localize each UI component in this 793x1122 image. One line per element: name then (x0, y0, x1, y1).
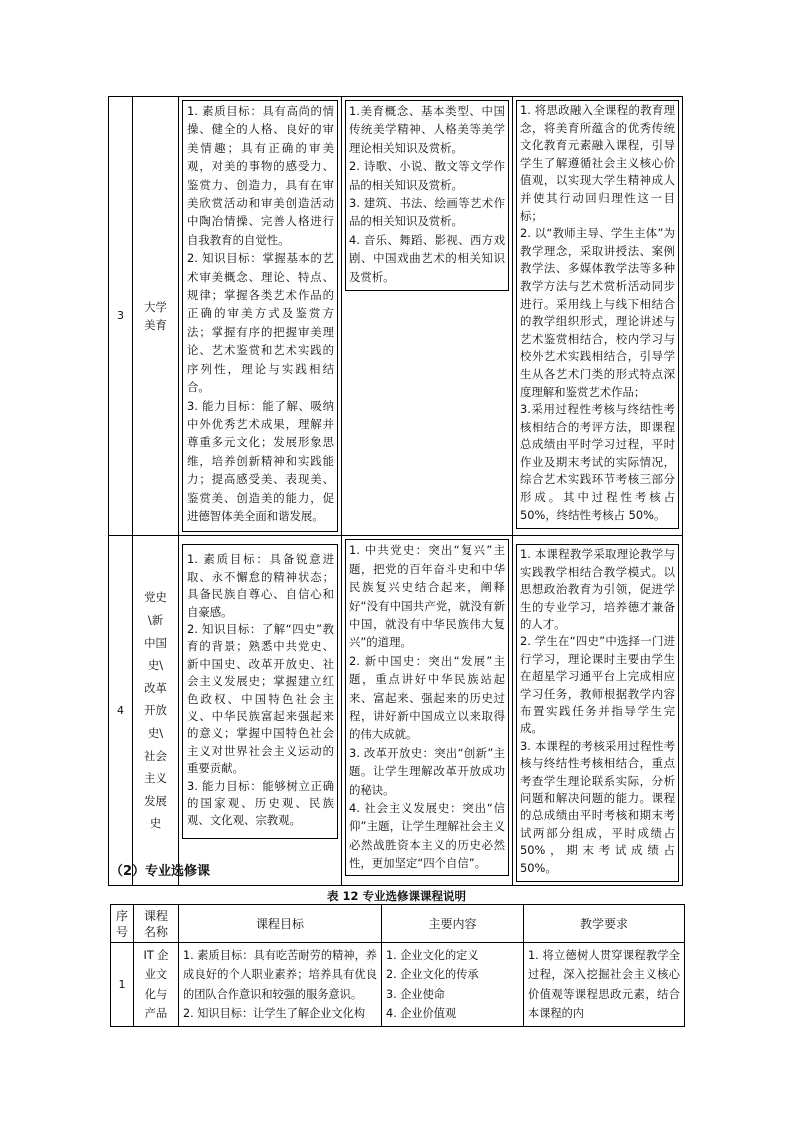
course-name (134, 943, 179, 1027)
header-requirements: 教学要求 (524, 905, 685, 943)
main-content (342, 536, 513, 886)
header-name-line: 名称 (143, 924, 168, 939)
main-content (342, 97, 513, 536)
header-num-line: 序 (115, 908, 128, 923)
section-heading: （2）专业选修课 (110, 864, 211, 879)
content-item: 2. 诗歌、小说、散文等文学作品的相关知识及赏析。 (349, 159, 505, 192)
course-name-line: 史 (149, 816, 162, 831)
goal-item: 1. 素质目标：具有高尚的情操、健全的人格、良好的审美情趣；具有正确的审美观，对美的事物的感受力、鉴赏力、创造力，具有在审美欣赏活动和审美创造活动中陶冶情操、完善人格进行自我教育的自觉性。 (187, 104, 334, 247)
course-name-line: 化与 (144, 987, 168, 1001)
elective-course-table (110, 904, 685, 1027)
course-name-line: 美育 (144, 318, 167, 333)
course-name (133, 536, 179, 886)
requirement-item: 1. 将立德树人贯穿课程教学全过程，深入挖掘社会主义核心价值观等课程思政元素，结合本课程的内 (528, 949, 680, 1020)
course-name-line: 史\ (147, 726, 164, 740)
course-name-line: 改革 (144, 680, 167, 695)
course-name-line: 党史 (144, 590, 167, 605)
header-num (111, 905, 134, 943)
course-name-line: 社会 (144, 748, 167, 763)
requirement-item: 2. 以“教师主导、学生主体”为教学理念，采取讲授法、案例教学法、多媒体教学法等多种教学方法与艺术赏析活动同步进行。采用线上与线下相结合的教学组织形式，理论讲述与艺术鉴赏相结合，校内学习与校外艺术实践相结合，引导学生从各艺术门类的形式特点深度理解和鉴赏艺术作品； (520, 226, 675, 399)
teaching-requirements (524, 943, 685, 1027)
requirement-item: 1. 本课程教学采取理论教学与实践教学相结合教学模式。以思想政治教育为引领，促进学生的专业学习，培养德才兼备的人才。 (520, 547, 675, 631)
requirement-item: 2. 学生在“四史”中选择一门进行学习，理论课时主要由学生在超星学习通平台上完成相应学习任务，教师根据教学内容布置实践任务并指导学生完成。 (520, 634, 675, 736)
content-item: 4. 社会主义发展史：突出“信仰”主题，让学生理解社会主义必然战胜资本主义的历史必然性，更加坚定“四个自信”。 (349, 801, 505, 871)
header-goals: 课程目标 (179, 905, 382, 943)
course-name-line: 中国 (144, 635, 167, 650)
course-name (133, 97, 179, 536)
requirement-item: 1. 将思政融入全课程的教育理念，将美育所蕴含的优秀传统文化教育元素融入课程，引导学生了解遵循社会主义核心价值观，以实现大学生精神成人并使其行动回归理性这一目标； (520, 103, 675, 223)
goal-item: 3. 能力目标：能了解、吸纳中外优秀艺术成果，理解并尊重多元文化；发展形象思维，培养创新精神和实践能力；提高感受美、表现美、鉴赏美、创造美的能力，促进德智体美全面和谐发展。 (187, 398, 334, 523)
content-item: 1.美育概念、基本类型、中国传统美学精神、人格美等美学理论相关知识及赏析。 (349, 104, 505, 155)
goal-item: 2. 知识目标：了解“四史”教育的背景；熟悉中共党史、新中国史、改革开放史、社会主义发展史；掌握建立红色政权、中国特色社会主义、中华民族富起来强起来的意义；掌握中国特色社会主义对世界社会主义运动的重要贡献。 (187, 621, 334, 776)
header-name (134, 905, 179, 943)
course-goals (179, 943, 382, 1027)
main-content (382, 943, 524, 1027)
table-row-3 (109, 97, 683, 536)
course-name-line: \新 (147, 613, 164, 628)
row-number: 3 (109, 97, 133, 536)
requirement-item: 3. 本课程的考核采用过程性考核与终结性考核相结合，重点考查学生理论联系实际，分析问题和解决问题的能力。课程的总成绩由平时考核和期末考试两部分组成，平时成绩占 50%，期末考试成绩占 50%。 (520, 738, 675, 875)
teaching-requirements (513, 536, 683, 886)
content-item: 2. 企业文化的传承 (386, 968, 479, 982)
goal-item: 2. 知识目标：让学生了解企业文化构 (183, 1006, 366, 1020)
header-num-line: 号 (115, 924, 128, 939)
goal-item: 2. 知识目标：掌握基本的艺术审美概念、理论、特点、规律；掌握各类艺术作品的正确的审美方式及鉴赏方法；掌握有序的把握审美理论、艺术鉴赏和艺术实践的序列性，理论与实践相结合。 (187, 251, 334, 395)
content-item: 4. 音乐、舞蹈、影视、西方戏剧、中国戏曲艺术的相关知识及赏析。 (349, 232, 505, 284)
goal-item: 1. 素质目标：具备锐意进取、永不懈怠的精神状态；具备民族自尊心、自信心和自豪感。 (187, 552, 334, 619)
table-row (111, 943, 685, 1027)
content-item: 3. 企业使命 (386, 987, 445, 1001)
course-name-line: 开放 (144, 703, 167, 718)
header-content: 主要内容 (382, 905, 524, 943)
course-goals (179, 536, 342, 886)
teaching-requirements (513, 97, 683, 536)
content-item: 2. 新中国史：突出“发展”主题，重点讲好中华民族站起来、富起来、强起来的历史过程，讲好新中国成立以来取得的伟大成就。 (349, 653, 505, 742)
table-row-4 (109, 536, 683, 886)
goal-item: 3. 能力目标：能够树立正确的国家观、历史观、民族观、文化观、宗教观。 (187, 778, 334, 828)
header-name-line: 课程 (143, 908, 168, 923)
course-goals (179, 97, 342, 536)
content-item: 3. 建筑、书法、绘画等艺术作品的相关知识及赏析。 (349, 196, 505, 229)
course-name-line: 产品 (144, 1006, 168, 1020)
course-name-line: 发展 (144, 793, 167, 808)
goal-item: 1. 素质目标：具有吃苦耐劳的精神，养成良好的个人职业素养；培养具有优良的团队合作意识和较强的服务意识。 (183, 949, 377, 1001)
row-number (111, 943, 134, 1027)
content-item: 4. 企业价值观 (386, 1006, 457, 1020)
content-item: 3. 改革开放史：突出“创新”主题。让学生理解改革开放成功的秘诀。 (349, 745, 505, 797)
table-header-row (111, 905, 685, 943)
requirement-item: 3.采用过程性考核与终结性考核相结合的考评方法，即课程总成绩由平时学习过程，平时作业及期末考试的实际情况，综合艺术实践环节考核三部分形成。其中过程性考核占 50%，终结性考核占 50%。 (520, 402, 675, 522)
row-number-text: 1 (118, 977, 126, 991)
course-table-continued (108, 96, 683, 886)
course-name-line: 业文 (144, 968, 168, 982)
course-name-line: 史\ (147, 658, 164, 673)
table-caption: 表 12 专业选修课课程说明 (326, 889, 466, 903)
content-item: 1. 企业文化的定义 (386, 949, 479, 962)
row-number: 4 (109, 536, 133, 886)
course-name-line: 大学 (144, 299, 167, 314)
course-name-line: 主义 (144, 771, 167, 786)
course-name-line: IT 企 (143, 949, 169, 962)
content-item: 1. 中共党史：突出“复兴”主题，把党的百年奋斗史和中华民族复兴史结合起来，阐释好“没有中国共产党，就没有新中国，就没有中华民族伟大复兴”的道理。 (349, 543, 505, 650)
